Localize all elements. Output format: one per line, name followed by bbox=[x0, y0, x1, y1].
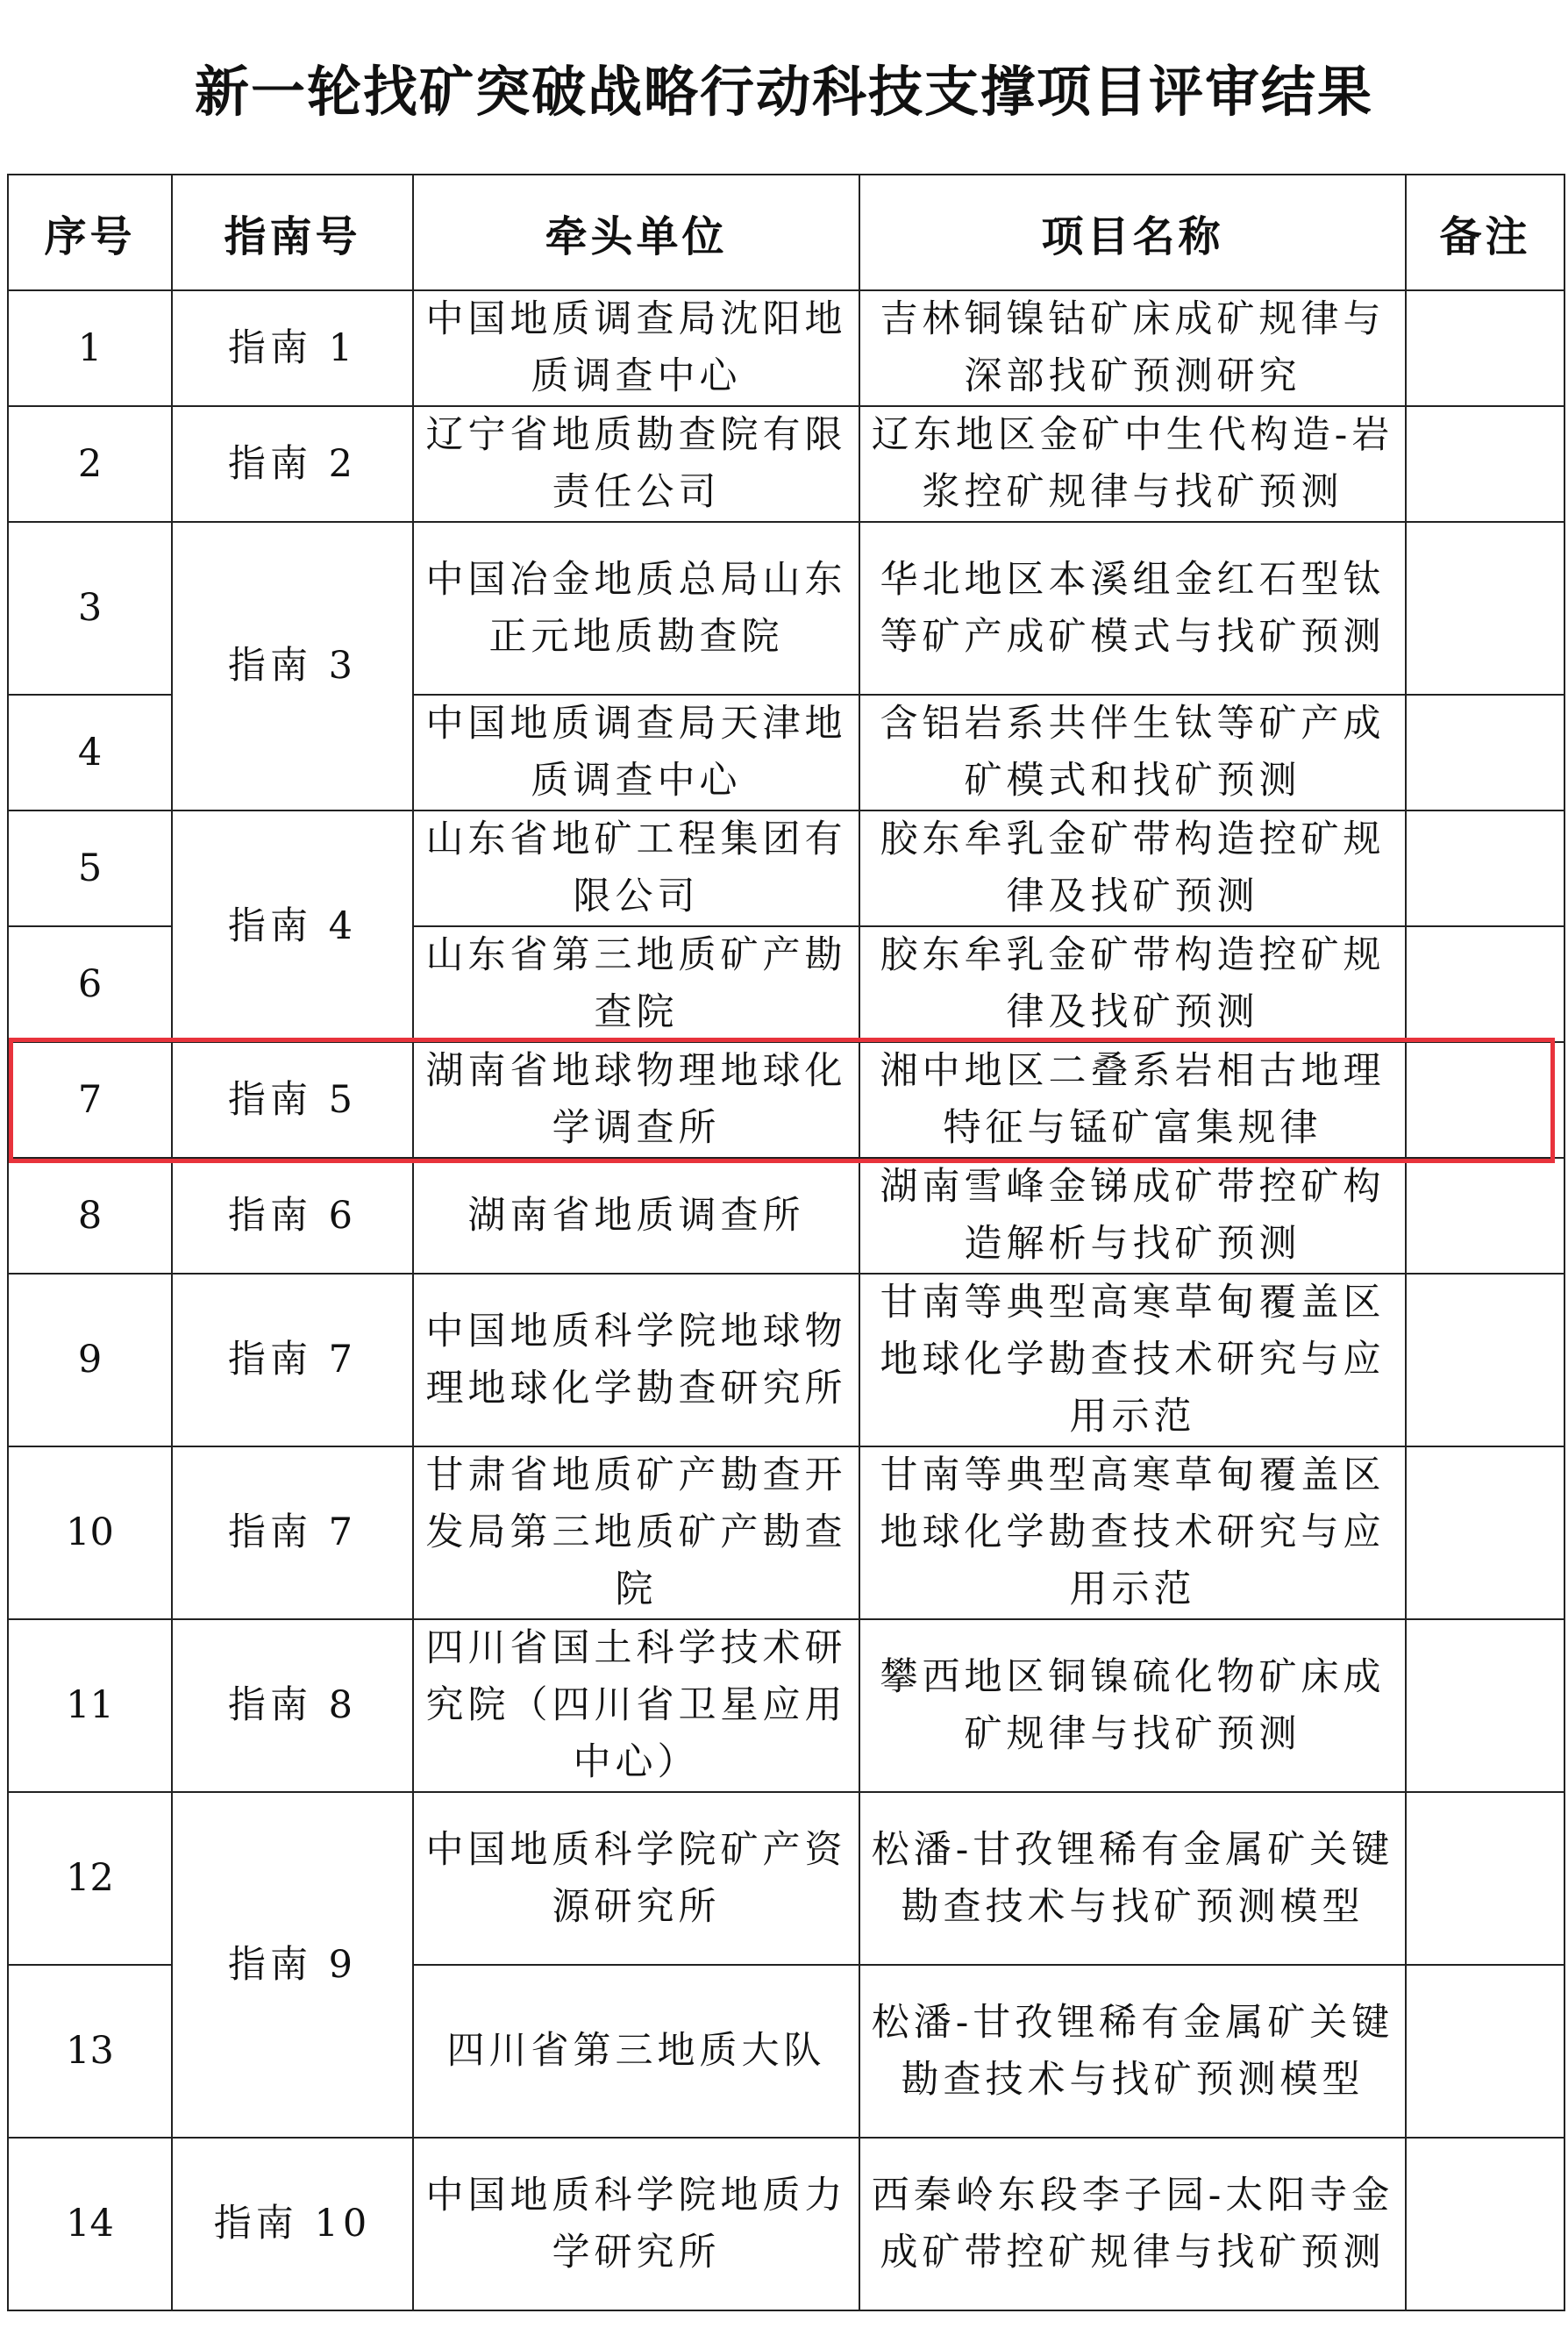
page-title: 新一轮找矿突破战略行动科技支撑项目评审结果 bbox=[194, 60, 1373, 124]
table-row-highlighted bbox=[8, 1042, 1564, 1158]
seq-cell: 1 bbox=[8, 290, 172, 406]
table-row bbox=[8, 810, 1564, 926]
seq-cell: 5 bbox=[8, 810, 172, 926]
project-cell: 华北地区本溪组金红石型钛等矿产成矿模式与找矿预测 bbox=[859, 522, 1406, 695]
unit-cell: 湖南省地球物理地球化学调查所 bbox=[413, 1042, 859, 1158]
seq-cell: 11 bbox=[8, 1619, 172, 1792]
project-cell: 湖南雪峰金锑成矿带控矿构造解析与找矿预测 bbox=[859, 1158, 1406, 1274]
remark-cell bbox=[1406, 1619, 1564, 1792]
seq-cell: 2 bbox=[8, 406, 172, 522]
seq-cell: 4 bbox=[8, 695, 172, 810]
remark-cell bbox=[1406, 1158, 1564, 1274]
remark-cell bbox=[1406, 406, 1564, 522]
seq-cell: 10 bbox=[8, 1446, 172, 1619]
guide-cell: 指南 5 bbox=[172, 1042, 413, 1158]
project-cell: 湘中地区二叠系岩相古地理特征与锰矿富集规律 bbox=[859, 1042, 1406, 1158]
project-cell: 攀西地区铜镍硫化物矿床成矿规律与找矿预测 bbox=[859, 1619, 1406, 1792]
guide-cell: 指南 1 bbox=[172, 290, 413, 406]
seq-cell: 8 bbox=[8, 1158, 172, 1274]
project-cell: 含铝岩系共伴生钛等矿产成矿模式和找矿预测 bbox=[859, 695, 1406, 810]
remark-cell bbox=[1406, 1792, 1564, 1965]
seq-cell: 14 bbox=[8, 2138, 172, 2310]
unit-cell: 中国地质调查局天津地质调查中心 bbox=[413, 695, 859, 810]
unit-cell: 四川省第三地质大队 bbox=[413, 1965, 859, 2138]
guide-cell: 指南 8 bbox=[172, 1619, 413, 1792]
remark-cell bbox=[1406, 1042, 1564, 1158]
table-row bbox=[8, 522, 1564, 695]
project-cell: 松潘-甘孜锂稀有金属矿关键勘查技术与找矿预测模型 bbox=[859, 1965, 1406, 2138]
remark-cell bbox=[1406, 1274, 1564, 1446]
table-row bbox=[8, 1158, 1564, 1274]
seq-cell: 7 bbox=[8, 1042, 172, 1158]
seq-cell: 3 bbox=[8, 522, 172, 695]
seq-cell: 9 bbox=[8, 1274, 172, 1446]
remark-cell bbox=[1406, 1965, 1564, 2138]
guide-cell: 指南 7 bbox=[172, 1446, 413, 1619]
project-cell: 松潘-甘孜锂稀有金属矿关键勘查技术与找矿预测模型 bbox=[859, 1792, 1406, 1965]
project-cell: 吉林铜镍钴矿床成矿规律与深部找矿预测研究 bbox=[859, 290, 1406, 406]
unit-cell: 山东省地矿工程集团有限公司 bbox=[413, 810, 859, 926]
header-remark: 备注 bbox=[1406, 175, 1564, 290]
remark-cell bbox=[1406, 1446, 1564, 1619]
seq-cell: 13 bbox=[8, 1965, 172, 2138]
remark-cell bbox=[1406, 695, 1564, 810]
unit-cell: 甘肃省地质矿产勘查开发局第三地质矿产勘查院 bbox=[413, 1446, 859, 1619]
project-cell: 西秦岭东段李子园-太阳寺金成矿带控矿规律与找矿预测 bbox=[859, 2138, 1406, 2310]
project-cell: 辽东地区金矿中生代构造-岩浆控矿规律与找矿预测 bbox=[859, 406, 1406, 522]
remark-cell bbox=[1406, 522, 1564, 695]
guide-cell: 指南 2 bbox=[172, 406, 413, 522]
table-row bbox=[8, 2138, 1564, 2310]
project-cell: 胶东牟乳金矿带构造控矿规律及找矿预测 bbox=[859, 926, 1406, 1042]
guide-cell: 指南 7 bbox=[172, 1274, 413, 1446]
project-cell: 胶东牟乳金矿带构造控矿规律及找矿预测 bbox=[859, 810, 1406, 926]
guide-cell: 指南 10 bbox=[172, 2138, 413, 2310]
unit-cell: 中国地质科学院地球物理地球化学勘查研究所 bbox=[413, 1274, 859, 1446]
guide-cell: 指南 9 bbox=[172, 1792, 413, 2138]
table-header-row bbox=[8, 175, 1564, 290]
unit-cell: 中国地质科学院矿产资源研究所 bbox=[413, 1792, 859, 1965]
unit-cell: 中国地质调查局沈阳地质调查中心 bbox=[413, 290, 859, 406]
table-row bbox=[8, 290, 1564, 406]
table-row bbox=[8, 406, 1564, 522]
unit-cell: 山东省第三地质矿产勘查院 bbox=[413, 926, 859, 1042]
guide-cell: 指南 6 bbox=[172, 1158, 413, 1274]
seq-cell: 6 bbox=[8, 926, 172, 1042]
header-project: 项目名称 bbox=[859, 175, 1406, 290]
header-seq: 序号 bbox=[8, 175, 172, 290]
table-row bbox=[8, 1274, 1564, 1446]
results-table bbox=[7, 174, 1565, 2311]
remark-cell bbox=[1406, 2138, 1564, 2310]
table-row bbox=[8, 1446, 1564, 1619]
guide-cell: 指南 3 bbox=[172, 522, 413, 810]
header-guide: 指南号 bbox=[172, 175, 413, 290]
unit-cell: 湖南省地质调查所 bbox=[413, 1158, 859, 1274]
header-lead-unit: 牵头单位 bbox=[413, 175, 859, 290]
table-row bbox=[8, 1619, 1564, 1792]
project-cell: 甘南等典型高寒草甸覆盖区地球化学勘查技术研究与应用示范 bbox=[859, 1274, 1406, 1446]
unit-cell: 辽宁省地质勘查院有限责任公司 bbox=[413, 406, 859, 522]
remark-cell bbox=[1406, 926, 1564, 1042]
unit-cell: 四川省国土科学技术研究院（四川省卫星应用中心） bbox=[413, 1619, 859, 1792]
remark-cell bbox=[1406, 290, 1564, 406]
remark-cell bbox=[1406, 810, 1564, 926]
seq-cell: 12 bbox=[8, 1792, 172, 1965]
table-row bbox=[8, 1792, 1564, 1965]
guide-cell: 指南 4 bbox=[172, 810, 413, 1042]
unit-cell: 中国地质科学院地质力学研究所 bbox=[413, 2138, 859, 2310]
unit-cell: 中国冶金地质总局山东正元地质勘查院 bbox=[413, 522, 859, 695]
project-cell: 甘南等典型高寒草甸覆盖区地球化学勘查技术研究与应用示范 bbox=[859, 1446, 1406, 1619]
